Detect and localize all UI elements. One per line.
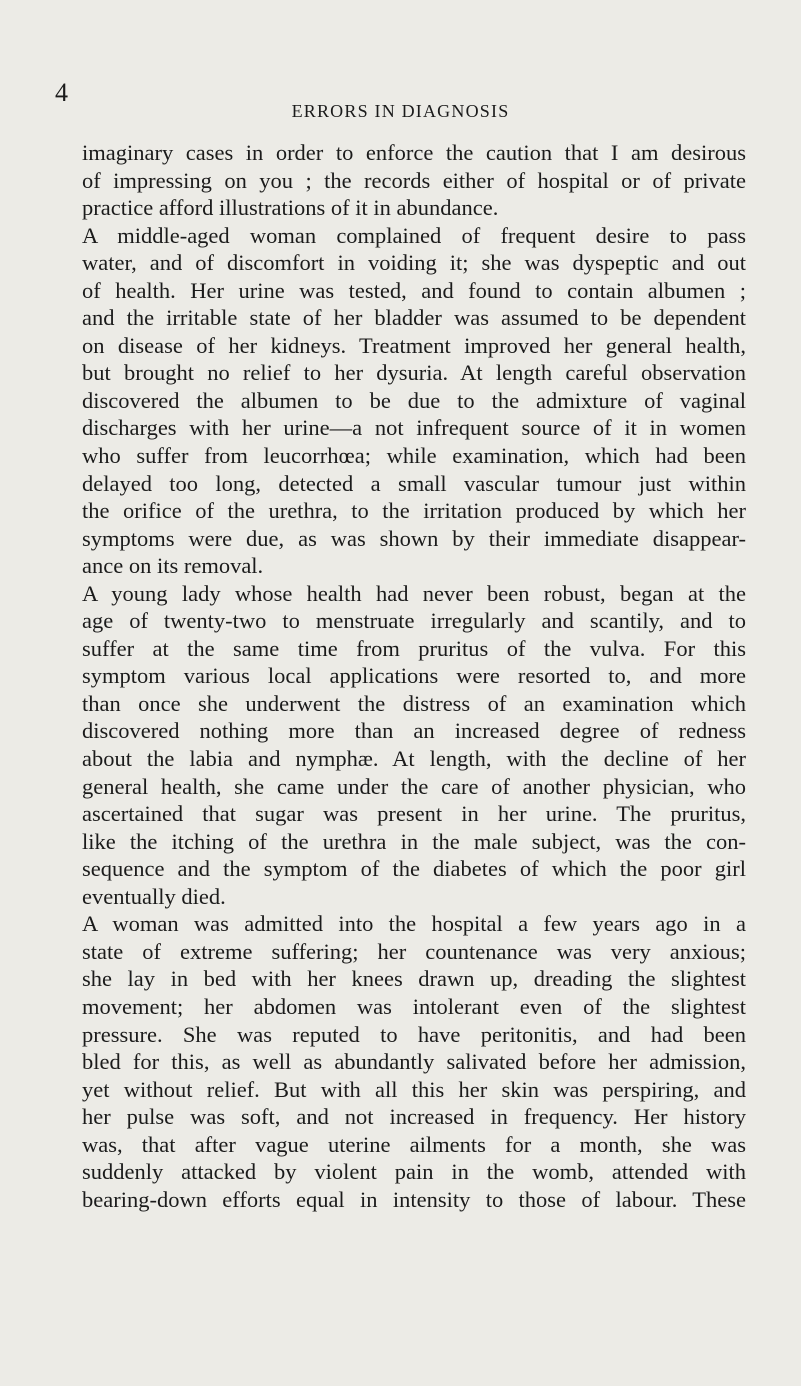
text-line: than once she underwent the distress of an examination which: [82, 690, 746, 716]
text-line: of health. Her urine was tested, and found to contain albumen ;: [82, 277, 746, 303]
text-line: on disease of her kidneys. Treatment improved her general health,: [82, 332, 746, 358]
text-line: discharges with her urine—a not infrequent source of it in women: [82, 415, 746, 441]
text-line: movement; her abdomen was intolerant even of the slightest: [82, 993, 746, 1019]
text-line: like the itching of the urethra in the male subject, was the con-: [82, 828, 746, 854]
text-line: bearing-down efforts equal in intensity to those of labour. These: [82, 1186, 746, 1212]
text-line: A young lady whose health had never been robust, began at the: [82, 580, 746, 606]
text-line: ance on its removal.: [82, 553, 264, 579]
text-line: the orifice of the urethra, to the irritation produced by which her: [82, 498, 746, 524]
text-line: she lay in bed with her knees drawn up, dreading the slightest: [82, 966, 746, 992]
text-line: of impressing on you ; the records either of hospital or of private: [82, 167, 746, 193]
text-line: sequence and the symptom of the diabetes of which the poor girl: [82, 856, 746, 882]
text-line: ascertained that sugar was present in her urine. The pruritus,: [82, 801, 746, 827]
text-line: suddenly attacked by violent pain in the womb, attended with: [82, 1159, 746, 1185]
text-line: A middle-aged woman complained of frequent desire to pass: [82, 222, 746, 248]
text-line: age of twenty-two to menstruate irregularly and scantily, and to: [82, 608, 746, 634]
text-line: discovered the albumen to be due to the admixture of vaginal: [82, 387, 746, 413]
text-line: but brought no relief to her dysuria. At length careful observation: [82, 360, 746, 386]
text-line: imaginary cases in order to enforce the caution that I am desirous: [82, 140, 746, 165]
text-line: water, and of discomfort in voiding it; she was dyspeptic and out: [82, 250, 746, 276]
text-line: suffer at the same time from pruritus of the vulva. For this: [82, 635, 746, 661]
text-line: bled for this, as well as abundantly salivated before her admission,: [82, 1049, 746, 1075]
body-text: [82, 139, 746, 1213]
text-line: pressure. She was reputed to have peritonitis, and had been: [82, 1021, 746, 1047]
text-line: delayed too long, detected a small vascular tumour just within: [82, 470, 746, 496]
text-line: who suffer from leucorrhœa; while examination, which had been: [82, 443, 746, 469]
text-line: eventually died.: [82, 883, 226, 909]
text-line: A woman was admitted into the hospital a few years ago in a: [82, 911, 746, 937]
page-number: 4: [55, 78, 68, 107]
text-line: general health, she came under the care of another physician, who: [82, 773, 746, 799]
text-line: symptoms were due, as was shown by their immediate disappear-: [82, 525, 746, 551]
text-line: discovered nothing more than an increased degree of redness: [82, 718, 746, 744]
text-line: practice afford illustrations of it in abundance.: [82, 195, 499, 221]
text-line: her pulse was soft, and not increased in frequency. Her history: [82, 1104, 746, 1130]
text-line: and the irritable state of her bladder was assumed to be dependent: [82, 305, 746, 331]
text-line: about the labia and nymphæ. At length, with the decline of her: [82, 746, 746, 772]
text-line: was, that after vague uterine ailments for a month, she was: [82, 1131, 746, 1157]
text-line: state of extreme suffering; her countenance was very anxious;: [82, 938, 746, 964]
text-line: symptom various local applications were resorted to, and more: [82, 663, 746, 689]
running-head: ERRORS IN DIAGNOSIS: [291, 101, 510, 121]
text-line: yet without relief. But with all this her skin was perspiring, and: [82, 1076, 746, 1102]
